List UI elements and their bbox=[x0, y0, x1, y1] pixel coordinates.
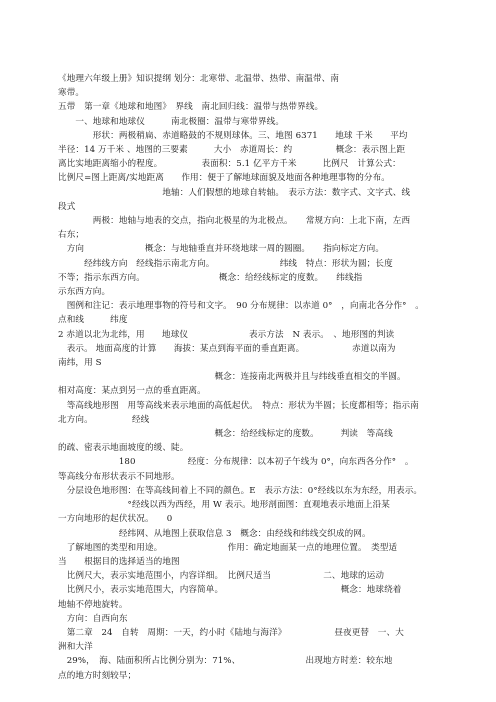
text-line: °经线以西为西经，用 W 表示。地形剖面图：直观地表示地面上沿某 bbox=[58, 500, 390, 511]
text-line: 右东； bbox=[58, 230, 85, 241]
text-line: 点和线 纬度 bbox=[58, 315, 128, 326]
text-line: 两极：地轴与地表的交点，指向北极星的为北极点。 常规方向：上北下南，左西 bbox=[58, 216, 411, 227]
text-line: 概念：连接南北两极并且与纬线垂直相交的半圆。 bbox=[58, 372, 406, 383]
text-line: 地轴：人们假想的地球自转轴。 表示方法：数字式、文字式、线 bbox=[58, 187, 411, 198]
text-line: 了解地图的类型和用途。 作用：确定地面某一点的地理位置。 类型适 bbox=[58, 542, 398, 553]
text-line: 的疏、密表示地面坡度的缓、陡。 bbox=[58, 443, 189, 454]
text-line: 等高线地形图 用等高线来表示地面的高低起伏。 特点：形状为半圆；长度都相等；指示南 bbox=[58, 400, 419, 411]
text-line: 概念：给经线标定的度数。 判读 等高线 bbox=[58, 429, 393, 440]
text-line: 分层设色地形图：在等高线间着上不同的颜色。E 表示方法：0°经线以东为东经，用表示。 bbox=[58, 485, 423, 496]
text-line: 方向：自西向东 bbox=[58, 613, 128, 624]
text-line: 29%， 海、陆面积所占比例分别为：71%、 出现地方时差：较东地 bbox=[58, 656, 393, 667]
text-line: 相对高度：某点到另一点的垂直距离。 bbox=[58, 386, 206, 397]
text-line: 比例尺=图上距离/实地距离 作用：便于了解地球面貌及地面各种地理事物的分布。 bbox=[58, 173, 390, 184]
text-line: 五带 第一章《地球和地图》 界线 南北回归线：温带与热带界线。 bbox=[58, 102, 324, 113]
text-line: 图例和注记：表示地理事物的符号和文字。 90 分布规律：以赤道 0° ，向南北各分作° 。 bbox=[58, 301, 424, 312]
text-line: 方向 概念：与地轴垂直并环绕地球一周的圆圈。 指向标定方向。 bbox=[58, 244, 385, 255]
text-line: 《地理六年级上册》知识提纲 划分：北寒带、北温带、热带、南温带、南 bbox=[58, 74, 340, 84]
text-line: 洲和大洋 bbox=[58, 642, 93, 653]
text-line: 南纬，用 S bbox=[58, 358, 102, 369]
text-line: 段式 bbox=[58, 201, 76, 212]
text-line: 等高线分布形状表示不同地形。 bbox=[58, 471, 180, 482]
text-line: 不等；指示东西方向。 概念：给经线标定的度数。 纬线指 bbox=[58, 272, 363, 283]
text-line: 寒带。 bbox=[58, 88, 85, 99]
text-line: 示东西方向。 bbox=[58, 287, 111, 298]
text-line: 地轴不停地旋转。 bbox=[58, 599, 128, 610]
text-line: 表示。 地面高度的计算 海拔：某点到海平面的垂直距离。 赤道以南为 bbox=[58, 343, 396, 354]
text-line: 形状：两极稍扁、赤道略鼓的不规则球体。三、地图 6371 地球 千米 平均 bbox=[58, 130, 408, 141]
text-line: 比例尺小，表示实地范围大，内容简单。 概念：地球绕着 bbox=[58, 585, 402, 596]
text-line: 一方向地形的起伏状况。 0 bbox=[58, 514, 173, 525]
text-line: 180 经度：分布规律：以本初子午线为 0°，向东西各分作° 。 bbox=[58, 457, 414, 468]
text-line: 第二章 24 自转 周期：一天，约小时《陆地与海洋》 昼夜更替 一、大 bbox=[58, 627, 404, 638]
text-line: 比例尺大，表示实地范围小，内容详细。 比例尺适当 二、地球的运动 bbox=[58, 571, 385, 582]
text-line: 半径：14 万千米 、地图的三要素 大小 赤道周长：约 概念：表示图上距 bbox=[58, 145, 406, 156]
text-line: 点的地方时刻较早； bbox=[58, 670, 137, 681]
text-line: 经纬线方向 经线指示南北方向。 纬线 特点：形状为圆；长度 bbox=[58, 258, 393, 269]
text-line: 经纬网、从地图上获取信息 3 概念：由经线和纬线交织成的网。 bbox=[58, 528, 371, 539]
text-line: 一、地球和地球仪 南北极圈：温带与寒带界线。 bbox=[58, 116, 285, 127]
text-line: 当 根据目的选择适当的地图 bbox=[58, 556, 180, 567]
text-line: 北方向。 经线 bbox=[58, 414, 150, 425]
text-line: 2 赤道以北为北纬，用 地球仪 表示方法 N 表示。 、地形图的判读 bbox=[58, 329, 395, 340]
text-line: 离比实地距离缩小的程度。 表面积：5.1 亿平方千米 比例尺 计算公式： bbox=[58, 159, 401, 170]
